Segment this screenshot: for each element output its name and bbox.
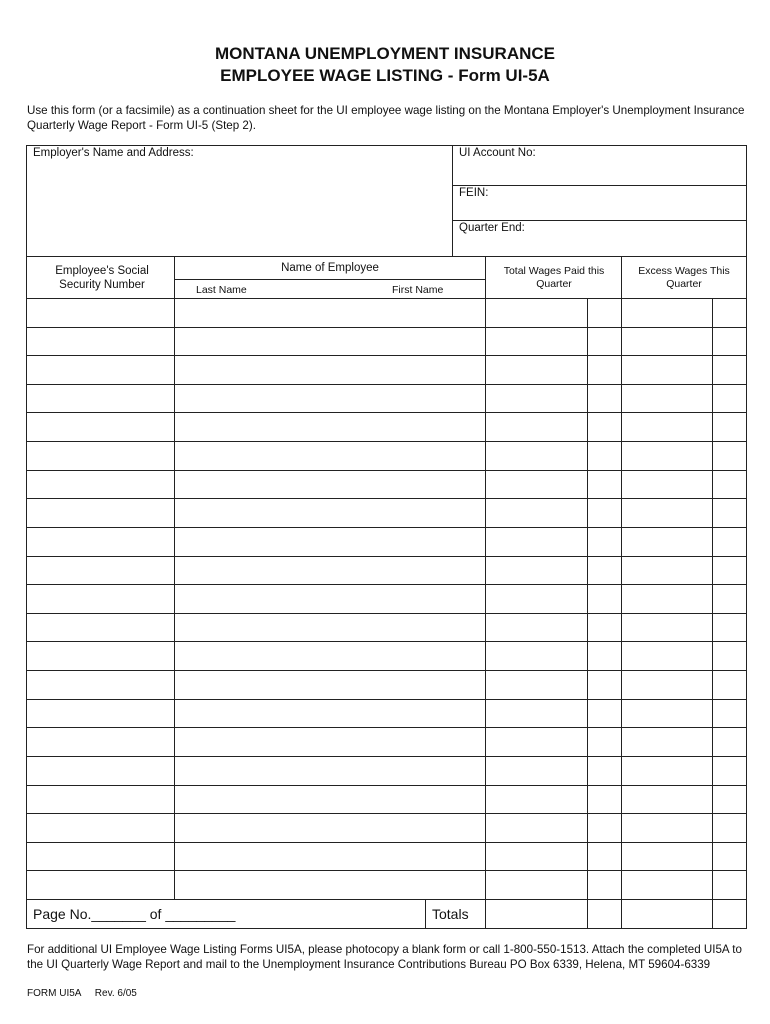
ssn-cell[interactable] [27,499,174,526]
col-header-total-wages: Total Wages Paid this Quarter [503,265,605,290]
total-wages-cell[interactable] [486,642,620,669]
ssn-cell[interactable] [27,299,174,326]
excess-wages-cell[interactable] [622,413,746,440]
last-name-cell[interactable] [175,871,365,898]
excess-wages-cell[interactable] [622,871,746,898]
total-wages-field[interactable] [486,899,620,928]
page-number-label: Page No._______ of _________ [33,906,236,922]
first-name-cell[interactable] [366,843,484,870]
last-name-cell[interactable] [175,471,365,498]
excess-wages-field[interactable] [622,899,746,928]
total-wages-cell[interactable] [486,356,620,383]
ssn-cell[interactable] [27,614,174,641]
first-name-cell[interactable] [366,499,484,526]
ssn-cell[interactable] [27,528,174,555]
ssn-cell[interactable] [27,728,174,755]
form-title-line2: EMPLOYEE WAGE LISTING - Form UI-5A [220,66,550,85]
first-name-cell[interactable] [366,757,484,784]
excess-wages-cell[interactable] [622,442,746,469]
excess-wages-cell[interactable] [622,528,746,555]
first-name-cell[interactable] [366,728,484,755]
intro-text: Use this form (or a facsimile) as a continuation sheet for the UI employee wage listing on the Montana Employer's Unemployment Insurance Quarterly Wage Report - Form UI-5 (Step 2). [27,104,745,132]
ssn-cell[interactable] [27,700,174,727]
total-wages-cell[interactable] [486,413,620,440]
last-name-cell[interactable] [175,528,365,555]
ssn-cell[interactable] [27,814,174,841]
first-name-cell[interactable] [366,413,484,440]
total-wages-cell[interactable] [486,442,620,469]
last-name-cell[interactable] [175,814,365,841]
last-name-cell[interactable] [175,356,365,383]
total-wages-cell[interactable] [486,700,620,727]
total-wages-cell[interactable] [486,728,620,755]
total-wages-cell[interactable] [486,843,620,870]
total-wages-cell[interactable] [486,299,620,326]
fein-label: FEIN: [459,187,489,199]
first-name-cell[interactable] [366,871,484,898]
last-name-cell[interactable] [175,728,365,755]
total-wages-cell[interactable] [486,328,620,355]
ssn-cell[interactable] [27,843,174,870]
quarter-end-label: Quarter End: [459,222,525,234]
excess-wages-cell[interactable] [622,471,746,498]
total-wages-cell[interactable] [486,585,620,612]
total-wages-cell[interactable] [486,814,620,841]
first-name-cell[interactable] [366,700,484,727]
first-name-cell[interactable] [366,471,484,498]
ssn-cell[interactable] [27,871,174,898]
first-name-cell[interactable] [366,557,484,584]
excess-wages-cell[interactable] [622,299,746,326]
first-name-cell[interactable] [366,614,484,641]
ui-account-label: UI Account No: [459,147,536,159]
excess-wages-cell[interactable] [622,700,746,727]
ssn-cell[interactable] [27,413,174,440]
excess-wages-cell[interactable] [622,328,746,355]
excess-wages-cell[interactable] [622,642,746,669]
employer-name-label: Employer's Name and Address: [33,147,194,159]
excess-wages-cell[interactable] [622,757,746,784]
last-name-cell[interactable] [175,442,365,469]
ssn-cell[interactable] [27,585,174,612]
last-name-cell[interactable] [175,843,365,870]
first-name-cell[interactable] [366,814,484,841]
excess-wages-cell[interactable] [622,843,746,870]
col-header-employee-name: Name of Employee [281,262,379,274]
excess-wages-cell[interactable] [622,356,746,383]
excess-wages-cell[interactable] [622,671,746,698]
excess-wages-cell[interactable] [622,728,746,755]
last-name-cell[interactable] [175,413,365,440]
col-header-last-name: Last Name [196,284,247,296]
form-title-line1: MONTANA UNEMPLOYMENT INSURANCE [215,44,555,63]
excess-wages-cell[interactable] [622,499,746,526]
first-name-cell[interactable] [366,328,484,355]
last-name-cell[interactable] [175,671,365,698]
ssn-cell[interactable] [27,757,174,784]
total-wages-cell[interactable] [486,471,620,498]
ui-account-field[interactable] [545,146,745,184]
last-name-cell[interactable] [175,642,365,669]
excess-wages-cell[interactable] [622,614,746,641]
total-wages-cell[interactable] [486,671,620,698]
last-name-cell[interactable] [175,757,365,784]
last-name-cell[interactable] [175,328,365,355]
ssn-cell[interactable] [27,557,174,584]
col-header-excess-wages: Excess Wages This Quarter [638,265,730,290]
totals-label-divider [425,899,426,928]
total-wages-cell[interactable] [486,528,620,555]
name-header-divider [175,279,485,280]
first-name-cell[interactable] [366,528,484,555]
footer-instructions: For additional UI Employee Wage Listing Forms UI5A, please photocopy a blank form or call 1-800-550-1513. Attach the completed UI5A to the UI Quarterly Wage Report and mail to the Unemployment Insurance Contributions Bureau PO Box 6339, Helena, MT 59604-6339 [27,943,742,971]
col-header-first-name: First Name [392,284,444,296]
last-name-cell[interactable] [175,786,365,813]
excess-wages-cell[interactable] [622,557,746,584]
ssn-cell[interactable] [27,642,174,669]
fein-field[interactable] [495,186,745,219]
ssn-cell[interactable] [27,442,174,469]
first-name-cell[interactable] [366,442,484,469]
last-name-cell[interactable] [175,385,365,412]
total-wages-cell[interactable] [486,557,620,584]
col-header-ssn: Employee's Social Security Number [55,265,149,291]
employer-divider [452,145,453,257]
total-wages-cell[interactable] [486,499,620,526]
total-wages-cell[interactable] [486,614,620,641]
excess-wages-cell[interactable] [622,786,746,813]
ssn-cell[interactable] [27,671,174,698]
ssn-cell[interactable] [27,471,174,498]
total-wages-cell[interactable] [486,757,620,784]
first-name-cell[interactable] [366,642,484,669]
last-name-cell[interactable] [175,557,365,584]
form-identifier: FORM UI5A Rev. 6/05 [27,988,137,999]
first-name-cell[interactable] [366,299,484,326]
first-name-cell[interactable] [366,671,484,698]
total-wages-cell[interactable] [486,385,620,412]
last-name-cell[interactable] [175,585,365,612]
excess-wages-cell[interactable] [622,385,746,412]
first-name-cell[interactable] [366,356,484,383]
total-wages-cell[interactable] [486,786,620,813]
last-name-cell[interactable] [175,614,365,641]
ssn-cell[interactable] [27,786,174,813]
excess-wages-cell[interactable] [622,814,746,841]
totals-label: Totals [432,906,469,922]
quarter-end-field[interactable] [530,221,745,256]
first-name-cell[interactable] [366,385,484,412]
employer-name-field[interactable] [27,162,451,256]
last-name-cell[interactable] [175,299,365,326]
first-name-cell[interactable] [366,786,484,813]
first-name-cell[interactable] [366,585,484,612]
last-name-cell[interactable] [175,700,365,727]
ssn-cell[interactable] [27,328,174,355]
last-name-cell[interactable] [175,499,365,526]
total-wages-cell[interactable] [486,871,620,898]
ssn-cell[interactable] [27,385,174,412]
ssn-cell[interactable] [27,356,174,383]
excess-wages-cell[interactable] [622,585,746,612]
